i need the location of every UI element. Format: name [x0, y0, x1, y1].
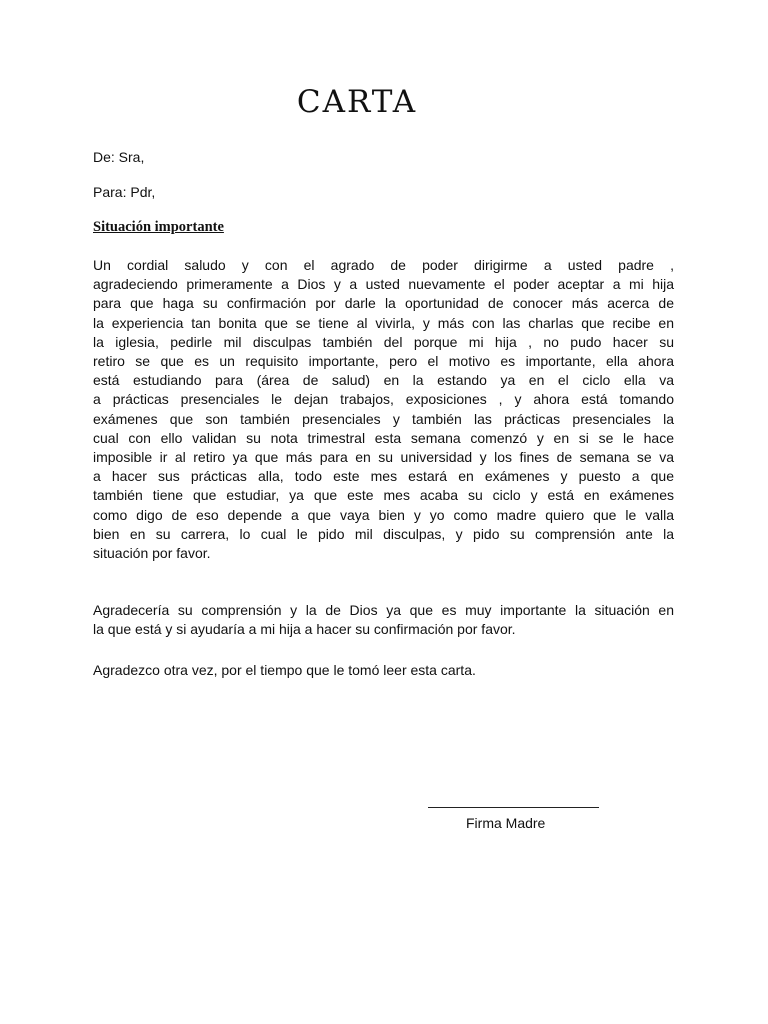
- paragraph-line: como digo de eso depende a que vaya bien y yo como madre quiero que le valla: [93, 506, 674, 523]
- paragraph-line: también tiene que estudiar, ya que este mes acaba su ciclo y está en exámenes: [93, 487, 674, 504]
- paragraph-line: retiro se que es un requisito importante, pero el motivo es importante, ella ahora: [93, 353, 674, 370]
- paragraph-line: está estudiando para (área de salud) en la estando ya en el ciclo ella va: [93, 372, 674, 389]
- paragraph-2: [93, 601, 674, 639]
- paragraph-line: imposible ir al retiro ya que más para en su universidad y los fines de semana se va: [93, 449, 674, 466]
- paragraph-line: Agradecería su comprensión y la de Dios ya que es muy importante la situación en: [93, 602, 674, 618]
- to-line: Para: Pdr,: [93, 184, 156, 200]
- paragraph-line: la que está y si ayudaría a mi hija a hacer su confirmación por favor.: [93, 621, 516, 638]
- paragraph-line: situación por favor.: [93, 545, 211, 562]
- signature-line: [428, 799, 599, 808]
- letter-title: CARTA: [296, 84, 418, 120]
- paragraph-line: la experiencia tan bonita que se tiene al vivirla, y más con las charlas que recibe en: [93, 314, 674, 331]
- from-line: De: Sra,: [93, 149, 145, 165]
- paragraph-line: cual con ello validan su nota trimestral esta semana comenzó y en si se le hace: [93, 429, 674, 446]
- signature-label: Firma Madre: [466, 815, 546, 831]
- paragraph-line: exámenes que son también presenciales y también las prácticas presenciales la: [93, 410, 674, 427]
- paragraph-1: [93, 256, 674, 563]
- paragraph-line: bien en su carrera, lo cual le pido mil disculpas, y pido su comprensión ante la: [93, 525, 674, 542]
- paragraph-line: Agradezco otra vez, por el tiempo que le tomó leer esta carta.: [93, 662, 476, 678]
- paragraph-line: a prácticas presenciales le dejan trabajos, exposiciones , y ahora está tomando: [93, 391, 674, 408]
- paragraph-line: la iglesia, pedirle mil disculpas también del porque mi hija , no pudo hacer su: [93, 333, 674, 350]
- paragraph-line: agradeciendo primeramente a Dios y a usted nuevamente el poder aceptar a mi hija: [93, 276, 674, 293]
- subject-heading: Situación importante: [93, 219, 224, 235]
- paragraph-3: [93, 661, 674, 680]
- paragraph-line: Un cordial saludo y con el agrado de poder dirigirme a usted padre ,: [93, 257, 674, 273]
- paragraph-line: para que haga su confirmación por darle la oportunidad de conocer más acerca de: [93, 295, 674, 312]
- paragraph-line: a hacer sus prácticas alla, todo este mes estará en exámenes y puesto a que: [93, 468, 674, 485]
